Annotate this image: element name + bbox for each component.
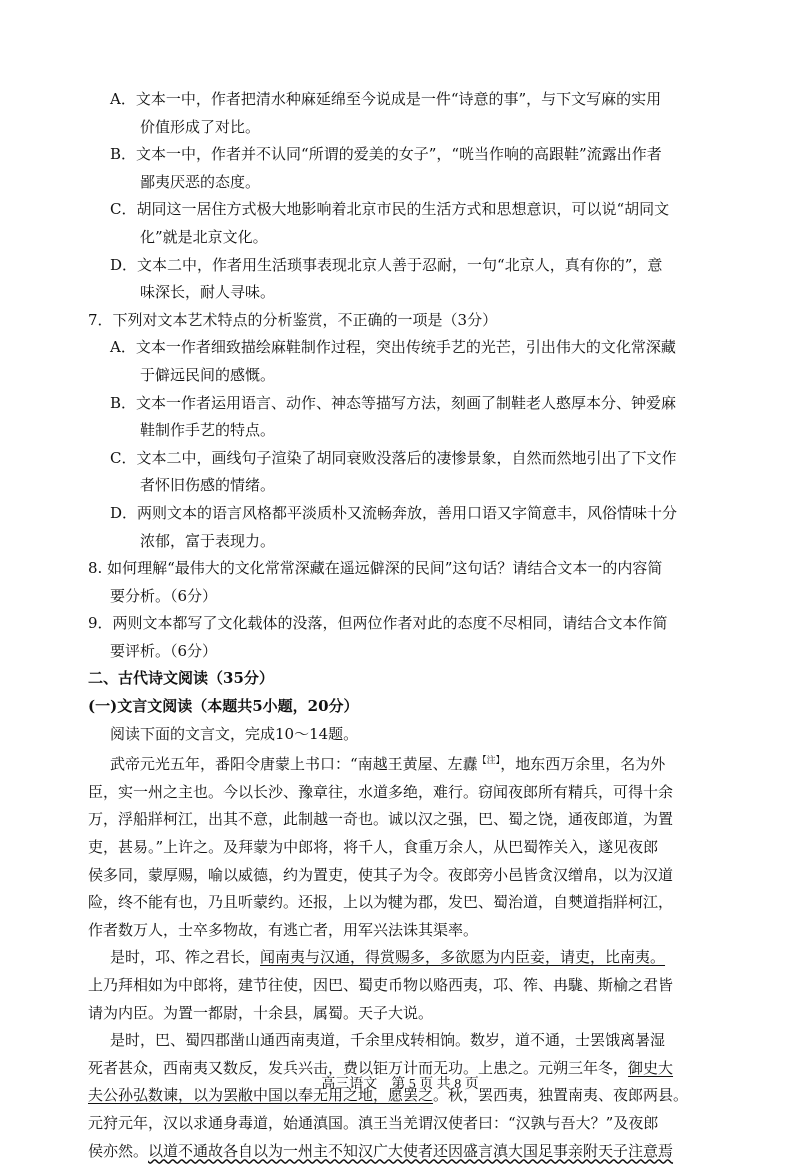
option-label: C． — [110, 448, 137, 467]
passage-line: 元狩元年，汉以求通身毒道，始通滇国。滇王当羌谓汉使者曰：“汉孰与吾大？”及夜郎 — [88, 1113, 659, 1132]
q8 — [88, 555, 728, 610]
option-label: B． — [110, 393, 137, 412]
passage-line: 险，终不能有也，乃且听蒙约。还报，上以为犍为郡，发巴、蜀治道，自僰道指牂柯江， — [88, 893, 674, 912]
passage-line: 是时，邛、筰之君长，闻南夷与汉通，得赏赐多，多欲愿为内臣妾，请吏，比南夷。 — [110, 948, 666, 967]
option-text: 文本一作者运用语言、动作、神态等描写方法，刻画了制鞋老人憨厚本分、钟爱麻 — [136, 393, 677, 412]
passage-line: 吏，甚易。”上许之。及拜蒙为中郎将，将千人，食重万余人，从巴蜀筰关入，遂见夜郎 — [88, 838, 659, 857]
q6-option-b — [88, 141, 728, 196]
option-label: D． — [110, 503, 138, 522]
passage-line: 夫公孙弘数谏，以为罢敝中国以奉无用之地，愿罢之。秋，罢西夷，独置南夷、夜郎两县。 — [88, 1086, 689, 1105]
q6-option-a — [88, 86, 728, 141]
wavy-underlined-sentence: 以道不通故各自以为一州主不知汉广大使者还因盛言滇大国足事亲附天子注意焉 — [148, 1141, 674, 1160]
underlined-sentence: 御史大 — [628, 1058, 674, 1077]
q7-option-d — [88, 500, 728, 555]
option-text-cont: 鄙夷厌恶的态度。 — [140, 172, 261, 191]
q7-option-a — [88, 334, 728, 389]
option-text: 文本一中，作者把清水种麻延绵至今说成是一件“诗意的事”，与下文写麻的实用 — [135, 90, 662, 108]
option-text: 文本一中，作者并不认同“所谓的爱美的女子”，“咣当作响的高跟鞋”流露出作者 — [136, 145, 662, 164]
passage-line: 万，浮船牂柯江，出其不意，此制越一奇也。诚以汉之强，巴、蜀之饶，通夜郎道，为置 — [88, 810, 674, 829]
classical-passage — [88, 748, 728, 1165]
page-content — [88, 86, 728, 1165]
option-text-cont: 者怀旧伤感的情绪。 — [140, 476, 276, 495]
q6-option-d — [88, 252, 728, 307]
q7-stem: 7．下列对文本艺术特点的分析鉴赏，不正确的一项是（3分） — [88, 310, 498, 329]
option-label: A． — [110, 338, 136, 357]
option-text: 文本二中，作者用生活琐事表现北京人善于忍耐，一句“北京人，真有你的”，意 — [137, 255, 663, 274]
passage-line: 请为内臣。为置一都尉，十余县，属蜀。天子大说。 — [88, 1003, 434, 1022]
q7-option-c — [88, 445, 728, 500]
option-text: 文本一作者细致描绘麻鞋制作过程，突出传统手艺的光芒，引出伟大的文化常深藏 — [135, 338, 676, 357]
reading-instruction: 阅读下面的文言文，完成10～14题。 — [110, 724, 359, 743]
subsection-title: (一)文言文阅读（本题共5小题，20分） — [88, 697, 359, 716]
option-text-cont: 味深长，耐人寻味。 — [140, 283, 276, 302]
q7-option-b — [88, 390, 728, 445]
option-text-cont: 于僻远民间的感慨。 — [140, 365, 276, 384]
passage-line: 臣，实一州之主也。今以长沙、豫章往，水道多绝，难行。窃闻夜郎所有精兵，可得十余 — [88, 782, 674, 801]
option-text-cont: 化”就是北京文化。 — [140, 227, 268, 246]
q9-line: 9．两则文本都写了文化载体的没落，但两位作者对此的态度不尽相同，请结合文本作简 — [88, 614, 668, 633]
q9-line: 要评析。（6分） — [110, 641, 218, 660]
footnote-marker: 【注】 — [477, 756, 501, 767]
option-label: D． — [110, 255, 138, 274]
q6-option-c — [88, 196, 728, 251]
q8-line: 8. 如何理解“最伟大的文化常常深藏在遥远僻深的民间”这句话？请结合文本一的内容简 — [88, 559, 663, 578]
passage-line: 死者甚众，西南夷又数反，发兵兴击，费以钜万计而无功。上患之。元朔三年冬，御史大 — [88, 1058, 674, 1077]
option-text: 两则文本的语言风格都平淡质朴又流畅奔放，善用口语又字简意丰，风俗情味十分 — [137, 503, 678, 522]
passage-line: 作者数万人，士卒多物故，有逃亡者，用军兴法诛其渠率。 — [88, 920, 479, 939]
section-title: 二、古代诗文阅读（35分） — [88, 669, 274, 688]
option-text: 文本二中，画线句子渲染了胡同衰败没落后的凄惨景象，自然而然地引出了下文作 — [136, 448, 677, 467]
q8-line: 要分析。（6分） — [110, 586, 218, 605]
passage-line: 武帝元光五年，番阳令唐蒙上书口：“南越王黄屋、左纛$^{【注】}$，地东西万余里，名为外 — [110, 755, 666, 774]
underlined-sentence: 夫公孙弘数谏，以为罢敝中国以奉无用之地，愿罢之 — [88, 1086, 434, 1105]
passage-line: 侯多同，蒙厚赐，喻以威德，约为置吏，使其子为令。夜郎旁小邑皆贪汉缯帛，以为汉道 — [88, 865, 674, 884]
option-label: B． — [110, 145, 137, 164]
option-text-cont: 鞋制作手艺的特点。 — [140, 421, 276, 440]
option-text-cont: 价值形成了对比。 — [140, 117, 261, 136]
option-label: C． — [110, 200, 137, 219]
q9 — [88, 610, 728, 665]
page-footer: 高三语文 第 5 页 共 8 页 — [321, 1077, 479, 1092]
underlined-sentence: 闻南夷与汉通，得赏赐多，多欲愿为内臣妾，请吏，比南夷。 — [260, 948, 666, 967]
option-label: A． — [110, 90, 136, 108]
option-text: 胡同这一居住方式极大地影响着北京市民的生活方式和思想意识，可以说“胡同文 — [136, 200, 670, 219]
passage-line: 上乃拜相如为中郎将，建节往使，因巴、蜀吏币物以赂西夷，邛、筰、冉駹、斯榆之君皆 — [88, 976, 674, 994]
option-text-cont: 浓郁，富于表现力。 — [140, 531, 276, 550]
passage-line: 是时，巴、蜀四郡凿山通西南夷道，千余里戍转相饷。数岁，道不通，士罢饿离暑湿 — [110, 1031, 666, 1050]
passage-line: 侯亦然。以道不通故各自以为一州主不知汉广大使者还因盛言滇大国足事亲附天子注意焉 — [88, 1141, 674, 1160]
